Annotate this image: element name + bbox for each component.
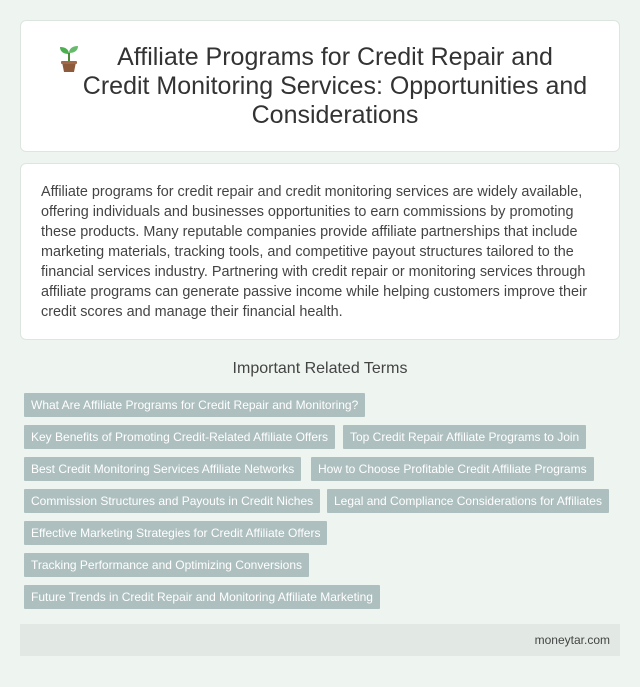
related-term-tag[interactable]: Top Credit Repair Affiliate Programs to Join — [343, 425, 586, 449]
intro-card — [20, 163, 620, 340]
related-term-tag[interactable]: Future Trends in Credit Repair and Monitoring Affiliate Marketing — [24, 585, 380, 609]
related-term-tag[interactable]: Commission Structures and Payouts in Credit Niches — [24, 489, 320, 513]
footer — [20, 624, 620, 656]
related-terms-heading: Important Related Terms — [232, 360, 408, 377]
related-term-tag[interactable]: Tracking Performance and Optimizing Conversions — [24, 553, 309, 577]
related-term-tag[interactable]: Best Credit Monitoring Services Affiliate Networks — [24, 457, 301, 481]
page-title: Affiliate Programs for Credit Repair and Credit Monitoring Services: Opportunities and Considerations — [82, 42, 588, 129]
intro-paragraph: Affiliate programs for credit repair and credit monitoring services are widely available, offering individuals and businesses opportunities to earn commissions by promoting these products. Many reputable companies provide affiliate partnerships that include marketing materials, tracking tools, and competitive payout structures tailored to the financial services industry. Partnering with credit repair or monitoring services through affiliate programs can generate passive income while helping customers improve their credit scores and manage their financial health. — [41, 184, 588, 320]
related-term-tag[interactable]: How to Choose Profitable Credit Affiliate Programs — [311, 457, 594, 481]
title-card — [20, 20, 620, 152]
related-term-tag[interactable]: Key Benefits of Promoting Credit-Related Affiliate Offers — [24, 425, 335, 449]
related-term-tag[interactable]: What Are Affiliate Programs for Credit Repair and Monitoring? — [24, 393, 365, 417]
related-term-tag[interactable]: Legal and Compliance Considerations for Affiliates — [327, 489, 609, 513]
footer-site-link[interactable]: moneytar.com — [534, 633, 610, 647]
related-term-tag[interactable]: Effective Marketing Strategies for Credit Affiliate Offers — [24, 521, 327, 545]
